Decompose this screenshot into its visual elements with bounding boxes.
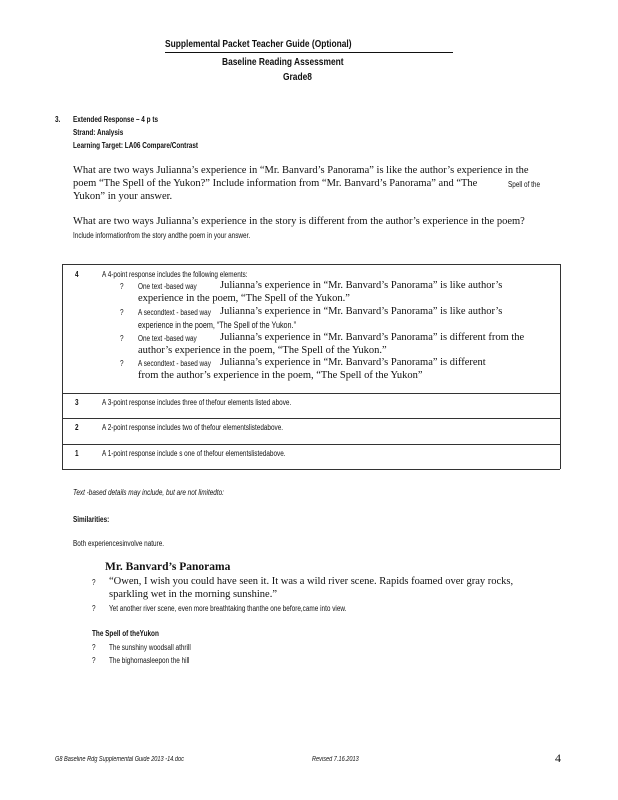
- rubric-border-right: [560, 264, 561, 469]
- bullet-text-line2: experience in the poem, “The Spell of the Yukon.”: [138, 293, 350, 304]
- bullet-icon: ?: [120, 308, 124, 317]
- rubric-description: A 1-point response include s one of thefour elementslistedabove.: [102, 449, 286, 458]
- panorama-quote: Yet another river scene, even more breathtaking thanthe one before,came into view.: [109, 604, 347, 613]
- bullet-text: Julianna’s experience in “Mr. Banvard’s Panorama” is different from the: [220, 332, 525, 343]
- header-underline: [165, 52, 453, 53]
- panorama-quote: “Owen, I wish you could have seen it. It was a wild river scene. Rapids foamed over gray rocks,: [109, 576, 514, 587]
- notes-intro: Text -based details may include, but are not limitedto:: [73, 488, 224, 497]
- bullet-lead: One text -based way: [138, 334, 197, 343]
- bullet-text: Julianna’s experience in “Mr. Banvard’s Panorama” is like author’s: [220, 306, 503, 317]
- bullet-text-line2: experience in the poem, “The Spell of the Yukon.”: [138, 320, 296, 330]
- rubric-divider: [62, 393, 560, 394]
- panorama-quote-line2: sparkling wet in the morning sunshine.”: [109, 589, 277, 600]
- prompt-p1-line2b: Spell of the: [508, 180, 541, 189]
- prompt-p1-line1: What are two ways Julianna’s experience in “Mr. Banvard’s Panorama” is like the author’s experience in the: [73, 165, 529, 176]
- bullet-icon: ?: [120, 334, 124, 343]
- yukon-title: The Spell of theYukon: [92, 629, 159, 638]
- item-number: 3.: [55, 115, 61, 124]
- prompt-p1-line2: poem “The Spell of the Yukon?” Include information from “Mr. Banvard’s Panorama” and “The: [73, 178, 478, 189]
- footer-revised: Revised 7.16.2013: [312, 756, 359, 763]
- bullet-text-line2: author’s experience in the poem, “The Spell of the Yukon.”: [138, 345, 387, 356]
- bullet-icon: ?: [120, 282, 124, 291]
- bullet-lead: A secondtext - based way: [138, 359, 211, 368]
- rubric-score: 1: [75, 449, 79, 458]
- rubric-description: A 2-point response includes two of thefour elementslistedabove.: [102, 423, 284, 432]
- bullet-lead: One text -based way: [138, 282, 197, 291]
- header-line1: Supplemental Packet Teacher Guide (Optional): [165, 38, 352, 50]
- rubric-score: 4: [75, 270, 79, 279]
- header-line2: Baseline Reading Assessment: [222, 56, 344, 68]
- rubric-border-bottom: [62, 469, 560, 470]
- rubric-divider: [62, 418, 560, 419]
- bullet-text: Julianna’s experience in “Mr. Banvard’s Panorama” is different: [220, 357, 486, 368]
- rubric-description: A 4-point response includes the following elements:: [102, 270, 248, 279]
- yukon-quote: The sunshiny woodsall athrill: [109, 643, 191, 652]
- rubric-score: 3: [75, 398, 79, 407]
- bullet-icon: ?: [92, 643, 96, 652]
- bullet-lead: A secondtext - based way: [138, 308, 211, 317]
- panorama-title: Mr. Banvard’s Panorama: [105, 561, 231, 573]
- yukon-quote: The bighornasleepon the hill: [109, 656, 190, 665]
- item-strand: Strand: Analysis: [73, 128, 124, 137]
- prompt-p2-line1: What are two ways Julianna’s experience in the story is different from the author’s experience in the poem?: [73, 216, 525, 227]
- rubric-description: A 3-point response includes three of thefour elements listed above.: [102, 398, 292, 407]
- bullet-icon: ?: [92, 656, 96, 665]
- bullet-text: Julianna’s experience in “Mr. Banvard’s Panorama” is like author’s: [220, 280, 503, 291]
- bullet-icon: ?: [120, 359, 124, 368]
- rubric-divider: [62, 444, 560, 445]
- footer-filename: G8 Baseline Rdg Supplemental Guide 2013 -14.doc: [55, 756, 184, 763]
- item-type: Extended Response – 4 p ts: [73, 115, 159, 124]
- header-line3: Grade8: [283, 71, 312, 83]
- rubric-score: 2: [75, 423, 79, 432]
- rubric-border-left: [62, 264, 63, 469]
- bullet-text-line2: from the author’s experience in the poem, “The Spell of the Yukon”: [138, 370, 423, 381]
- bullet-icon: ?: [92, 578, 96, 587]
- similarities-both: Both experiencesinvolve nature.: [73, 539, 165, 548]
- rubric-border-top: [62, 264, 560, 265]
- prompt-p1-line3: Yukon” in your answer.: [73, 191, 173, 202]
- item-target: Learning Target: LA06 Compare/Contrast: [73, 141, 199, 150]
- page-number: 4: [555, 751, 561, 765]
- prompt-p2-line2: Include informationfrom the story andthe poem in your answer.: [73, 231, 251, 240]
- similarities-label: Similarities:: [73, 515, 110, 524]
- bullet-icon: ?: [92, 604, 96, 613]
